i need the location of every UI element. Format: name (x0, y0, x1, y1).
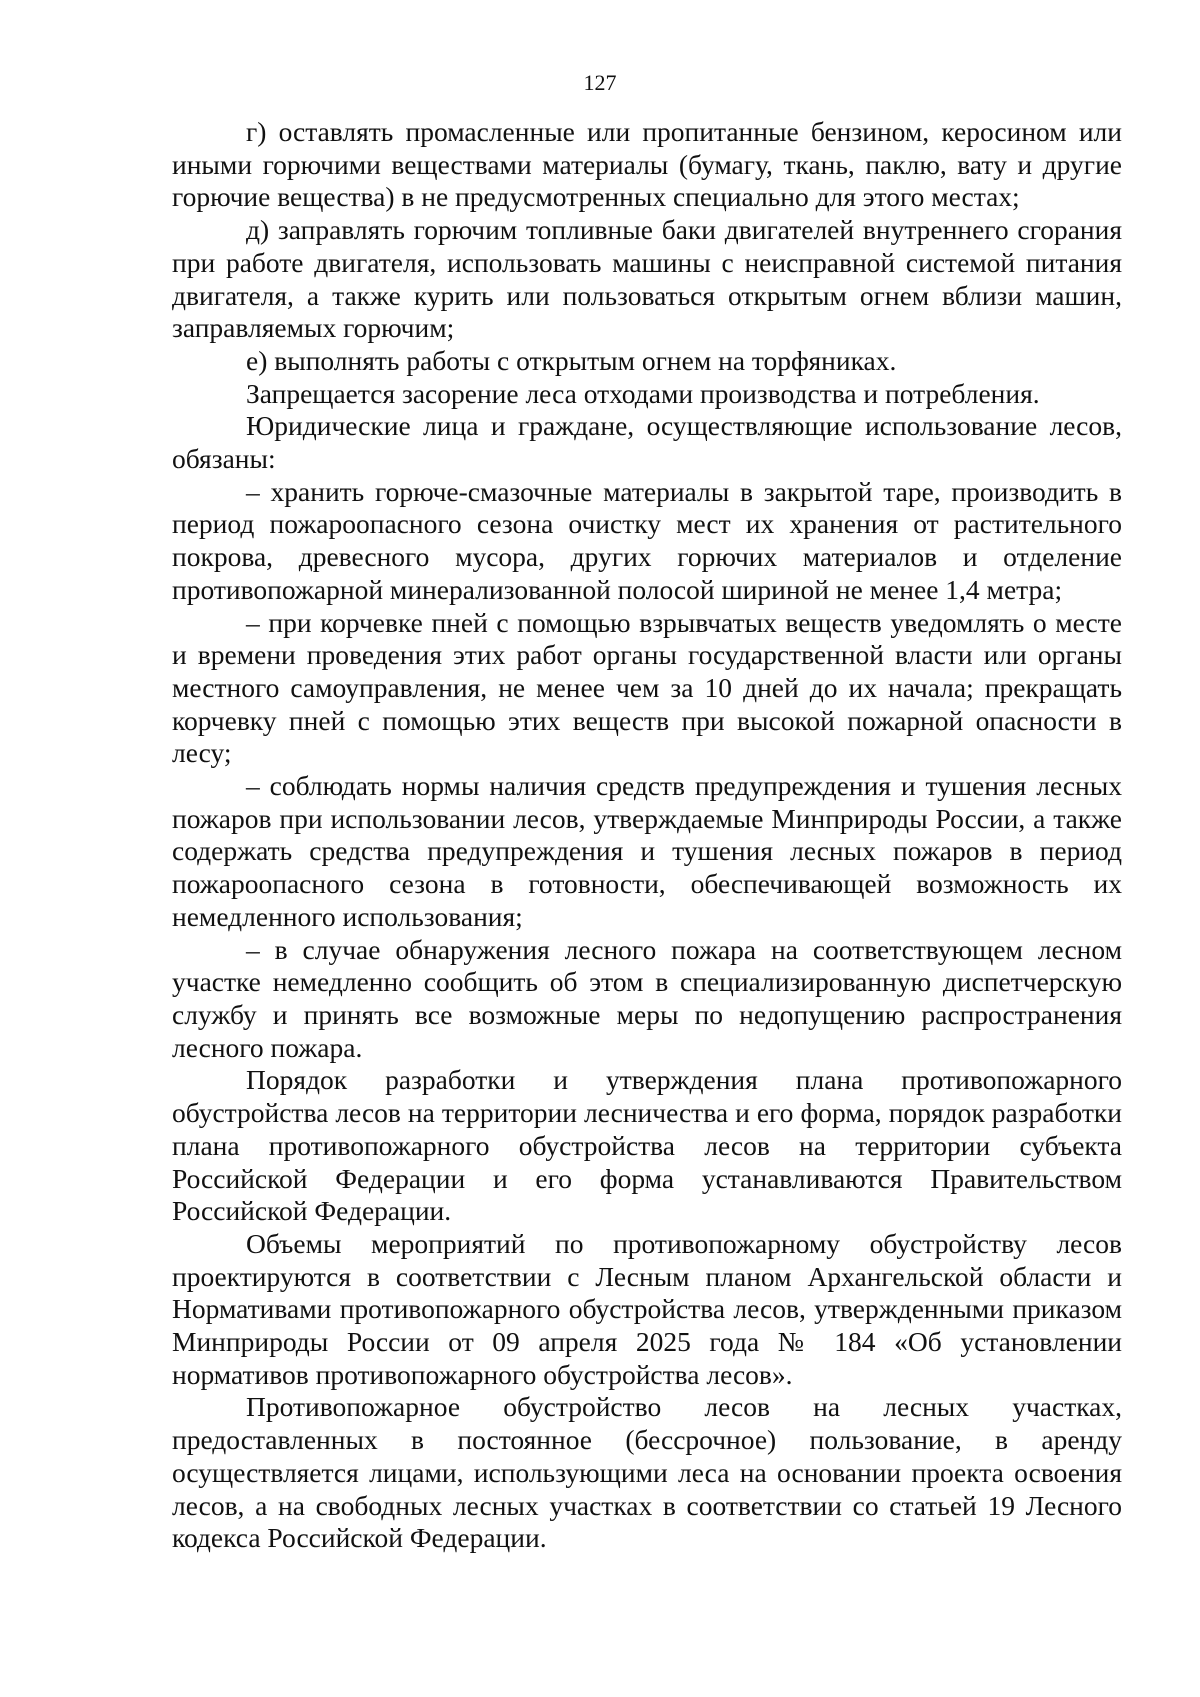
list-item-fire-reporting: – в случае обнаружения лесного пожара на соответствующем лесном участке немедленно сообщить об этом в специализированную диспетчерскую службу и принять все возможные меры по недопущению распространения лесного пожара. (172, 933, 1122, 1063)
paragraph-measures-volume: Объемы мероприятий по противопожарному обустройству лесов проектируются в соответствии с Лесным планом Архангельской области и Нормативами противопожарного обустройства лесов, утвержденными приказом Минприроды России от 09 апреля 2025 года № 184 «Об установлении нормативов противопожарного обустройства лесов». (172, 1227, 1122, 1390)
paragraph-leased-plots: Противопожарное обустройство лесов на лесных участках, предоставленных в постоянное (бессрочное) пользование, в аренду осуществляется лицами, использующими леса на основании проекта освоения лесов, а на свободных лесных участках в соответствии со статьей 19 Лесного кодекса Российской Федерации. (172, 1391, 1122, 1554)
paragraph-e: е) выполнять работы с открытым огнем на торфяниках. (246, 344, 897, 376)
paragraph-waste-prohibition: Запрещается засорение леса отходами производства и потребления. (246, 377, 1040, 409)
list-item-fuel-storage: – хранить горюче-смазочные материалы в закрытой таре, производить в период пожароопасного сезона очистку мест их хранения от растительного покрова, древесного мусора, других горючих материалов и отделение противопожарной минерализованной полосой шириной не менее 1,4 метра; (172, 475, 1122, 605)
page-number: 127 (583, 70, 617, 95)
paragraph-obligations-intro: Юридические лица и граждане, осуществляющие использование лесов, обязаны: (172, 410, 1122, 475)
list-item-fire-equipment: – соблюдать нормы наличия средств предупреждения и тушения лесных пожаров при использовании лесов, утверждаемые Минприроды России, а также содержать средства предупреждения и тушения лесных пожаров в период пожароопасного сезона в готовности, обеспечивающей возможность их немедленного использования; (172, 770, 1122, 932)
list-item-stump-removal: – при корчевке пней с помощью взрывчатых веществ уведомлять о месте и времени проведения этих работ органы государственной власти или органы местного самоуправления, не менее чем за 10 дней до их начала; прекращать корчевку пней с помощью этих веществ при высокой пожарной опасности в лесу; (172, 606, 1122, 769)
paragraph-g: г) оставлять промасленные или пропитанные бензином, керосином или иными горючими веществами материалы (бумагу, ткань, паклю, вату и другие горючие вещества) в не предусмотренных специально для этого местах; (172, 116, 1122, 213)
document-body (172, 116, 1122, 1555)
paragraph-d: д) заправлять горючим топливные баки двигателей внутреннего сгорания при работе двигателя, использовать машины с неисправной системой питания двигателя, а также курить или пользоваться открытым огнем вблизи машин, заправляемых горючим; (172, 214, 1122, 344)
paragraph-plan-procedure: Порядок разработки и утверждения плана противопожарного обустройства лесов на территории лесничества и его форма, порядок разработки плана противопожарного обустройства лесов на территории субъекта Российской Федерации и его форма устанавливаются Правительством Российской Федерации. (172, 1064, 1122, 1227)
